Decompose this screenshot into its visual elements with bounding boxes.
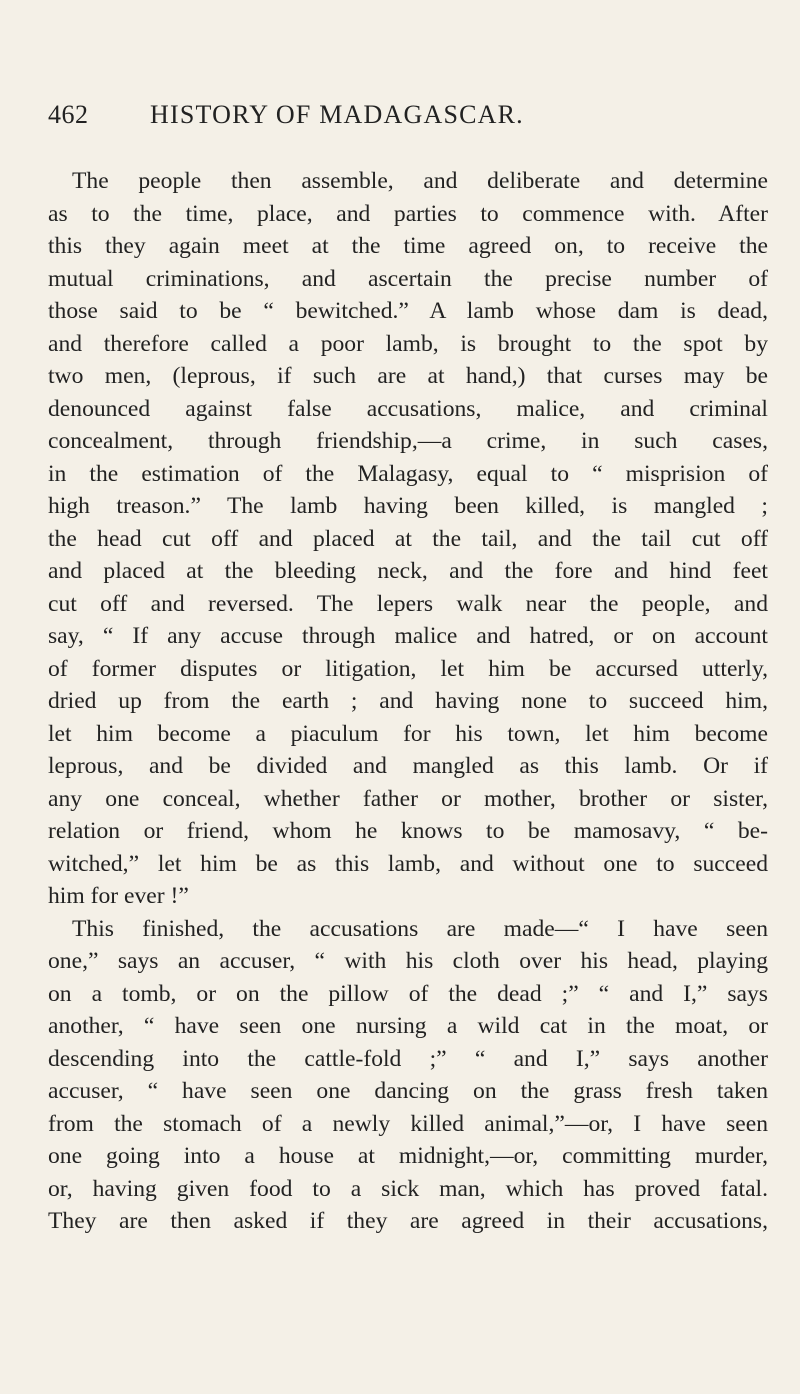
text-line: on a tomb, or on the pillow of the dead ;” “ and I,” says xyxy=(48,980,768,1007)
text-line: and placed at the bleeding neck, and the fore and hind feet xyxy=(48,558,768,584)
text-line: mutual criminations, and ascertain the precise number of xyxy=(48,265,768,292)
text-line: in the estimation of the Malagasy, equal to “ misprision of xyxy=(48,460,768,487)
text-line: This finished, the accusations are made—“ I have seen xyxy=(72,915,768,942)
text-line: denounced against false accusations, malice, and criminal xyxy=(48,395,768,422)
text-line: one,” says an accuser, “ with his cloth over his head, playing xyxy=(48,948,768,974)
text-line: relation or friend, whom he knows to be mamosavy, “ be- xyxy=(48,818,768,844)
text-line: those said to be “ bewitched.” A lamb whose dam is dead, xyxy=(48,298,768,324)
text-line: concealment, through friendship,—a crime, in such cases, xyxy=(48,428,768,454)
text-line: him for ever !” xyxy=(48,883,189,909)
text-line: and therefore called a poor lamb, is brought to the spot by xyxy=(48,330,768,357)
text-line: leprous, and be divided and mangled as this lamb. Or if xyxy=(48,753,768,779)
text-line: high treason.” The lamb having been killed, is mangled ; xyxy=(48,493,768,519)
text-line: as to the time, place, and parties to commence with. After xyxy=(48,200,768,227)
text-line: descending into the cattle-fold ;” “ and I,” says another xyxy=(48,1045,768,1072)
text-line: another, “ have seen one nursing a wild cat in the moat, or xyxy=(48,1013,768,1039)
text-line: let him become a piaculum for his town, let him become xyxy=(48,720,768,747)
text-line: cut off and reversed. The lepers walk near the people, and xyxy=(48,590,768,617)
text-line: say, “ If any accuse through malice and hatred, or on account xyxy=(48,623,768,649)
text-line: or, having given food to a sick man, which has proved fatal. xyxy=(48,1175,768,1202)
text-line: accuser, “ have seen one dancing on the grass fresh taken xyxy=(48,1078,768,1104)
text-line: one going into a house at midnight,—or, committing murder, xyxy=(48,1143,768,1169)
running-head xyxy=(48,100,768,140)
text-line: of former disputes or litigation, let him be accursed utterly, xyxy=(48,655,768,682)
text-line: two men, (leprous, if such are at hand,) that curses may be xyxy=(48,363,768,389)
page-number: 462 xyxy=(48,100,89,129)
text-line: dried up from the earth ; and having none to succeed him, xyxy=(48,688,768,714)
text-line: They are then asked if they are agreed in their accusations, xyxy=(48,1208,768,1234)
text-line: this they again meet at the time agreed on, to receive the xyxy=(48,233,768,259)
text-line: from the stomach of a newly killed animal,”—or, I have seen xyxy=(48,1110,768,1137)
text-line: the head cut off and placed at the tail, and the tail cut off xyxy=(48,525,768,552)
running-title: HISTORY OF MADAGASCAR. xyxy=(150,100,524,129)
text-line: The people then assemble, and deliberate and determine xyxy=(72,168,768,194)
text-line: witched,” let him be as this lamb, and without one to succeed xyxy=(48,850,768,877)
text-line: any one conceal, whether father or mother, brother or sister, xyxy=(48,785,768,812)
body-text xyxy=(48,165,768,1238)
